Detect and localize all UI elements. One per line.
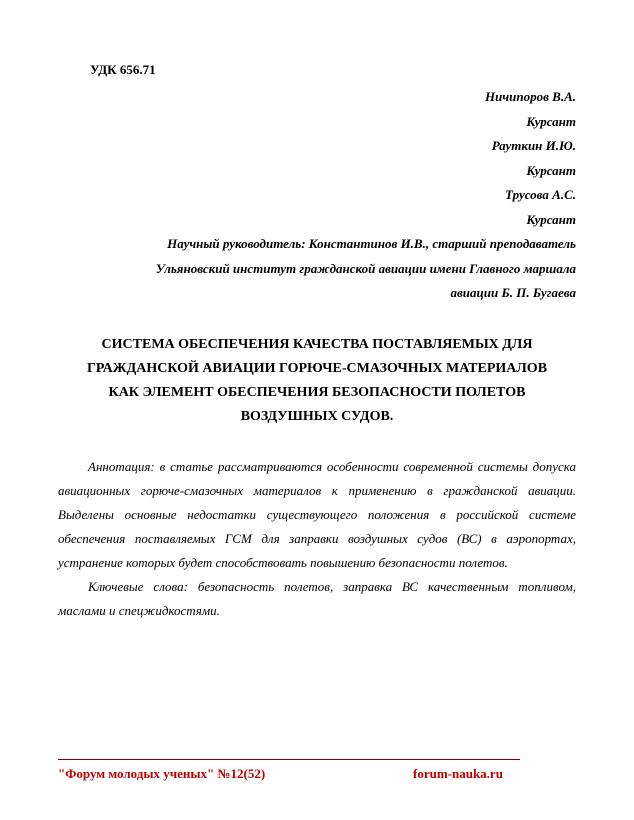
author-role: Курсант (526, 113, 576, 129)
footer-site-link[interactable]: forum-nauka.ru (413, 766, 503, 781)
abstract-text: Аннотация: в статье рассматриваются особенности современной системы допуска авиационных горюче-смазочных материалов к применению в гражданской авиации. Выделены основные недостатки существующего положения в российской системе обеспечения поставляемых ГСМ для заправки воздушных судов (ВС) в аэропортах, устранение которых будет способствовать повышению безопасности полетов. (58, 459, 576, 570)
title-line: СИСТЕМА ОБЕСПЕЧЕНИЯ КАЧЕСТВА ПОСТАВЛЯЕМЫХ ДЛЯ (101, 337, 533, 352)
keywords-text: Ключевые слова: безопасность полетов, заправка ВС качественным топливом, маслами и спецжидкостями. (58, 579, 576, 618)
supervisor: Научный руководитель: Константинов И.В., старший преподаватель (167, 236, 576, 251)
footer-journal: "Форум молодых ученых" №12(52) (58, 766, 266, 781)
abstract-section (58, 455, 576, 623)
author-block (156, 85, 576, 306)
paper-title (58, 333, 576, 429)
title-line: КАК ЭЛЕМЕНТ ОБЕСПЕЧЕНИЯ БЕЗОПАСНОСТИ ПОЛЕТОВ (108, 385, 526, 400)
institution: Ульяновский институт гражданской авиации имени Главного маршала (155, 260, 576, 276)
author-name: Трусова А.С. (505, 187, 576, 202)
title-line: ГРАЖДАНСКОЙ АВИАЦИИ ГОРЮЧЕ-СМАЗОЧНЫХ МАТЕРИАЛОВ (86, 361, 548, 376)
udk-code: УДК 656.71 (90, 62, 156, 77)
institution-cont: авиации Б. П. Бугаева (450, 285, 576, 300)
author-role: Курсант (526, 211, 576, 227)
author-role: Курсант (526, 162, 576, 178)
footer-divider (58, 759, 520, 760)
title-line: ВОЗДУШНЫХ СУДОВ. (240, 409, 394, 424)
author-name: Ничипоров В.А. (484, 89, 576, 104)
author-name: Рауткин И.Ю. (491, 138, 576, 153)
